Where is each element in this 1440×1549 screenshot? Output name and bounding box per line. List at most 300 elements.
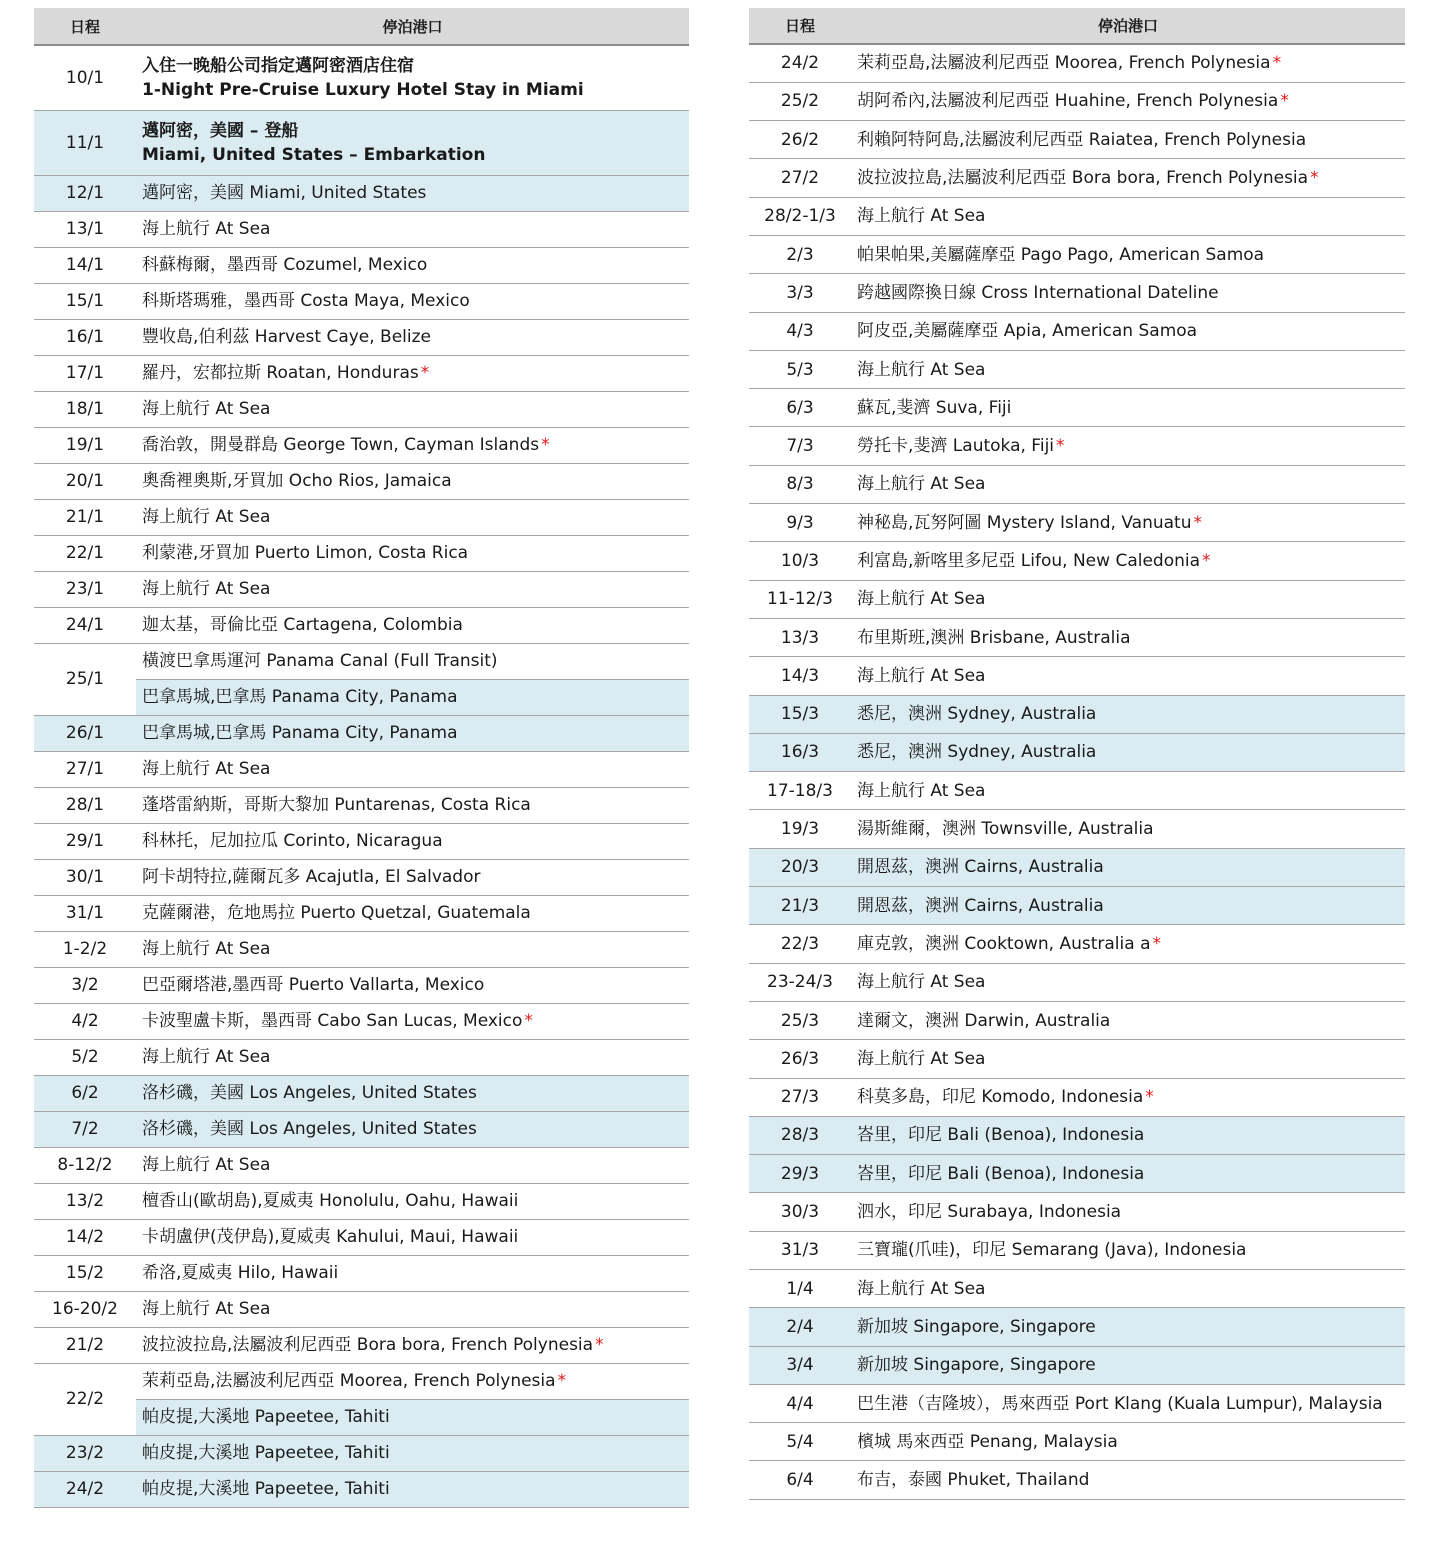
port-name: 茉莉亞島,法屬波利尼西亞 Moorea, French Polynesia bbox=[857, 53, 1271, 74]
port-cell bbox=[851, 963, 1405, 1001]
port-cell bbox=[136, 283, 689, 319]
date-cell: 23/1 bbox=[34, 571, 136, 607]
highlight-star-marker: * bbox=[595, 1335, 604, 1355]
date-cell: 18/1 bbox=[34, 391, 136, 427]
port-name: 利富島,新喀里多尼亞 Lifou, New Caledonia bbox=[857, 551, 1201, 571]
highlight-star-marker: * bbox=[1193, 512, 1202, 533]
port-cell bbox=[136, 931, 689, 967]
port-cell bbox=[851, 1116, 1405, 1154]
port-name: 帕皮提,大溪地 Papeetee, Tahiti bbox=[142, 1407, 390, 1427]
port-name: 海上航行 At Sea bbox=[142, 219, 271, 239]
port-cell bbox=[136, 535, 689, 571]
itinerary-row bbox=[749, 1155, 1405, 1193]
port-name-english: Miami, United States – Embarkation bbox=[142, 144, 486, 165]
port-name: 布吉，泰國 Phuket, Thailand bbox=[857, 1470, 1090, 1491]
itinerary-row bbox=[34, 967, 689, 1003]
highlight-star-marker: * bbox=[420, 363, 430, 383]
itinerary-row bbox=[749, 810, 1405, 848]
port-cell bbox=[136, 751, 689, 787]
itinerary-row bbox=[34, 1219, 689, 1255]
date-cell: 5/3 bbox=[749, 350, 851, 388]
itinerary-row bbox=[749, 772, 1405, 810]
date-cell: 16/3 bbox=[749, 733, 851, 771]
date-cell: 11-12/3 bbox=[749, 580, 851, 618]
port-cell bbox=[136, 391, 689, 427]
itinerary-row bbox=[34, 427, 689, 463]
port-name: 帕皮提,大溪地 Papeetee, Tahiti bbox=[142, 1443, 390, 1463]
port-name: 胡阿希內,法屬波利尼西亞 Huahine, French Polynesia bbox=[857, 91, 1279, 112]
date-cell: 23-24/3 bbox=[749, 963, 851, 1001]
port-cell bbox=[851, 465, 1405, 503]
port-cell bbox=[851, 1270, 1405, 1308]
table-header-row bbox=[34, 8, 689, 45]
port-name: 科蘇梅爾，墨西哥 Cozumel, Mexico bbox=[142, 255, 428, 275]
port-name: 巴拿馬城,巴拿馬 Panama City, Panama bbox=[142, 687, 458, 707]
port-cell bbox=[851, 504, 1405, 542]
date-cell: 1/4 bbox=[749, 1270, 851, 1308]
date-cell: 24/2 bbox=[34, 1471, 136, 1507]
port-name: 茉莉亞島,法屬波利尼西亞 Moorea, French Polynesia bbox=[142, 1371, 556, 1391]
port-name: 巴亞爾塔港,墨西哥 Puerto Vallarta, Mexico bbox=[142, 975, 485, 995]
itinerary-row bbox=[34, 1327, 689, 1363]
date-cell: 27/3 bbox=[749, 1078, 851, 1116]
port-name: 海上航行 At Sea bbox=[142, 939, 271, 959]
itinerary-row bbox=[34, 319, 689, 355]
port-cell bbox=[136, 355, 689, 391]
itinerary-row bbox=[34, 823, 689, 859]
port-cell bbox=[851, 159, 1405, 197]
date-cell: 15/3 bbox=[749, 695, 851, 733]
port-name: 巴拿馬城,巴拿馬 Panama City, Panama bbox=[142, 723, 458, 743]
itinerary-row bbox=[749, 350, 1405, 388]
date-cell: 15/2 bbox=[34, 1255, 136, 1291]
port-cell bbox=[851, 121, 1405, 159]
port-cell bbox=[851, 695, 1405, 733]
port-cell bbox=[136, 175, 689, 211]
itinerary-row bbox=[34, 715, 689, 751]
itinerary-row bbox=[34, 1363, 689, 1399]
date-cell: 25/1 bbox=[34, 643, 136, 715]
port-cell bbox=[851, 1040, 1405, 1078]
itinerary-row bbox=[749, 1423, 1405, 1461]
port-name: 海上航行 At Sea bbox=[142, 399, 271, 419]
itinerary-row bbox=[34, 211, 689, 247]
port-cell bbox=[851, 312, 1405, 350]
highlight-star-marker: * bbox=[1202, 551, 1211, 571]
highlight-star-marker: * bbox=[1310, 168, 1319, 189]
itinerary-row bbox=[34, 1183, 689, 1219]
itinerary-row bbox=[34, 535, 689, 571]
itinerary-row bbox=[34, 247, 689, 283]
itinerary-row bbox=[749, 618, 1405, 656]
itinerary-row bbox=[749, 504, 1405, 542]
port-cell bbox=[136, 859, 689, 895]
port-cell bbox=[136, 1363, 689, 1399]
itinerary-row bbox=[34, 1111, 689, 1147]
port-name: 科斯塔瑪雅，墨西哥 Costa Maya, Mexico bbox=[142, 291, 470, 311]
itinerary-row bbox=[749, 925, 1405, 963]
date-cell: 6/2 bbox=[34, 1075, 136, 1111]
date-cell: 6/3 bbox=[749, 389, 851, 427]
highlight-star-marker: * bbox=[1272, 53, 1282, 74]
port-cell bbox=[136, 895, 689, 931]
port-name: 海上航行 At Sea bbox=[857, 665, 986, 686]
itinerary-row bbox=[749, 82, 1405, 120]
port-cell bbox=[851, 1461, 1405, 1499]
port-cell bbox=[851, 82, 1405, 120]
port-name: 勞托卡,斐濟 Lautoka, Fiji bbox=[857, 436, 1055, 457]
port-name: 峇里，印尼 Bali (Benoa), Indonesia bbox=[857, 1163, 1145, 1184]
itinerary-row bbox=[749, 580, 1405, 618]
date-cell: 26/3 bbox=[749, 1040, 851, 1078]
itinerary-row bbox=[749, 1193, 1405, 1231]
port-name: 海上航行 At Sea bbox=[857, 1048, 986, 1069]
port-name: 海上航行 At Sea bbox=[142, 1155, 271, 1175]
itinerary-row bbox=[34, 1075, 689, 1111]
port-name: 蓬塔雷納斯，哥斯大黎加 Puntarenas, Costa Rica bbox=[142, 795, 531, 815]
date-cell: 14/2 bbox=[34, 1219, 136, 1255]
port-cell bbox=[136, 1219, 689, 1255]
port-cell bbox=[851, 1384, 1405, 1422]
port-cell bbox=[136, 607, 689, 643]
itinerary-row bbox=[749, 963, 1405, 1001]
port-name: 海上航行 At Sea bbox=[142, 1299, 271, 1319]
highlight-star-marker: * bbox=[1056, 436, 1065, 457]
date-cell: 25/3 bbox=[749, 1001, 851, 1039]
date-cell: 28/2-1/3 bbox=[749, 197, 851, 235]
itinerary-table-right bbox=[749, 8, 1405, 1500]
port-name: 海上航行 At Sea bbox=[142, 507, 271, 527]
port-name: 洛杉磯，美國 Los Angeles, United States bbox=[142, 1083, 477, 1103]
date-column-header: 日程 bbox=[34, 8, 136, 45]
date-cell: 12/1 bbox=[34, 175, 136, 211]
port-name: 海上航行 At Sea bbox=[142, 579, 271, 599]
itinerary-row bbox=[749, 1231, 1405, 1269]
date-cell: 13/3 bbox=[749, 618, 851, 656]
itinerary-row bbox=[749, 1001, 1405, 1039]
date-cell: 31/1 bbox=[34, 895, 136, 931]
itinerary-row bbox=[749, 389, 1405, 427]
port-cell bbox=[136, 247, 689, 283]
port-name: 波拉波拉島,法屬波利尼西亞 Bora bora, French Polynesia bbox=[857, 168, 1309, 189]
port-name: 湯斯維爾，澳洲 Townsville, Australia bbox=[857, 819, 1154, 840]
port-name: 海上航行 At Sea bbox=[857, 1278, 986, 1299]
itinerary-row bbox=[34, 463, 689, 499]
port-cell bbox=[851, 1346, 1405, 1384]
date-cell: 22/1 bbox=[34, 535, 136, 571]
date-cell: 11/1 bbox=[34, 110, 136, 175]
date-cell: 24/1 bbox=[34, 607, 136, 643]
itinerary-row bbox=[749, 44, 1405, 82]
date-cell: 7/3 bbox=[749, 427, 851, 465]
itinerary-row bbox=[749, 1040, 1405, 1078]
port-name: 科林托，尼加拉瓜 Corinto, Nicaragua bbox=[142, 831, 443, 851]
port-name: 卡胡盧伊(茂伊島),夏威夷 Kahului, Maui, Hawaii bbox=[142, 1227, 519, 1247]
port-name: 帕皮提,大溪地 Papeetee, Tahiti bbox=[142, 1479, 390, 1499]
date-cell: 27/1 bbox=[34, 751, 136, 787]
date-cell: 20/1 bbox=[34, 463, 136, 499]
port-cell bbox=[851, 350, 1405, 388]
port-cell bbox=[136, 967, 689, 1003]
port-cell bbox=[136, 1471, 689, 1507]
itinerary-row bbox=[749, 733, 1405, 771]
port-cell bbox=[136, 787, 689, 823]
date-cell: 21/3 bbox=[749, 887, 851, 925]
date-cell: 30/1 bbox=[34, 859, 136, 895]
port-cell bbox=[136, 1111, 689, 1147]
port-name: 新加坡 Singapore, Singapore bbox=[857, 1355, 1096, 1376]
highlight-star-marker: * bbox=[1152, 933, 1161, 954]
date-cell: 10/1 bbox=[34, 45, 136, 110]
port-cell bbox=[851, 657, 1405, 695]
port-name: 橫渡巴拿馬運河 Panama Canal (Full Transit) bbox=[142, 651, 498, 671]
date-cell: 21/1 bbox=[34, 499, 136, 535]
port-name: 峇里，印尼 Bali (Benoa), Indonesia bbox=[857, 1125, 1145, 1146]
port-cell bbox=[851, 1308, 1405, 1346]
itinerary-row bbox=[34, 1435, 689, 1471]
date-cell: 2/4 bbox=[749, 1308, 851, 1346]
port-name: 跨越國際換日線 Cross International Dateline bbox=[857, 282, 1219, 303]
port-name-english: 1-Night Pre-Cruise Luxury Hotel Stay in Miami bbox=[142, 79, 584, 100]
port-name: 帕果帕果,美屬薩摩亞 Pago Pago, American Samoa bbox=[857, 244, 1265, 265]
date-cell: 3/2 bbox=[34, 967, 136, 1003]
itinerary-row bbox=[749, 887, 1405, 925]
port-cell bbox=[851, 197, 1405, 235]
itinerary-row bbox=[749, 197, 1405, 235]
port-cell bbox=[851, 235, 1405, 273]
port-cell bbox=[851, 848, 1405, 886]
port-cell bbox=[851, 580, 1405, 618]
port-name: 海上航行 At Sea bbox=[142, 759, 271, 779]
itinerary-row bbox=[749, 427, 1405, 465]
date-cell: 27/2 bbox=[749, 159, 851, 197]
itinerary-row bbox=[34, 607, 689, 643]
itinerary-row bbox=[749, 542, 1405, 580]
date-column-header: 日程 bbox=[749, 8, 851, 44]
port-cell bbox=[136, 1255, 689, 1291]
port-cell bbox=[136, 1075, 689, 1111]
itinerary-row bbox=[749, 1384, 1405, 1422]
port-name: 阿卡胡特拉,薩爾瓦多 Acajutla, El Salvador bbox=[142, 867, 481, 887]
itinerary-row bbox=[34, 643, 689, 679]
port-cell bbox=[136, 45, 689, 110]
port-cell bbox=[136, 1147, 689, 1183]
itinerary-row bbox=[34, 1255, 689, 1291]
itinerary-row bbox=[749, 1116, 1405, 1154]
itinerary-row bbox=[749, 695, 1405, 733]
date-cell: 20/3 bbox=[749, 848, 851, 886]
itinerary-row bbox=[749, 1346, 1405, 1384]
port-cell bbox=[136, 463, 689, 499]
highlight-star-marker: * bbox=[541, 435, 550, 455]
port-cell bbox=[136, 110, 689, 175]
date-cell: 26/2 bbox=[749, 121, 851, 159]
port-cell bbox=[136, 1399, 689, 1435]
port-name: 檀香山(歐胡島),夏威夷 Honolulu, Oahu, Hawaii bbox=[142, 1191, 519, 1211]
date-cell: 13/2 bbox=[34, 1183, 136, 1219]
port-cell bbox=[851, 427, 1405, 465]
port-cell bbox=[851, 1001, 1405, 1039]
itinerary-row bbox=[34, 175, 689, 211]
date-cell: 22/3 bbox=[749, 925, 851, 963]
date-cell: 7/2 bbox=[34, 1111, 136, 1147]
port-cell bbox=[851, 1155, 1405, 1193]
itinerary-row bbox=[749, 274, 1405, 312]
port-name: 海上航行 At Sea bbox=[857, 206, 986, 227]
date-cell: 4/3 bbox=[749, 312, 851, 350]
itinerary-row bbox=[34, 355, 689, 391]
port-cell bbox=[136, 1327, 689, 1363]
itinerary-row bbox=[749, 312, 1405, 350]
port-name: 豐收島,伯利茲 Harvest Caye, Belize bbox=[142, 327, 432, 347]
port-name: 波拉波拉島,法屬波利尼西亞 Bora bora, French Polynesia bbox=[142, 1335, 594, 1355]
itinerary-row bbox=[749, 1461, 1405, 1499]
date-cell: 17/1 bbox=[34, 355, 136, 391]
date-cell: 31/3 bbox=[749, 1231, 851, 1269]
port-name: 迦太基，哥倫比亞 Cartagena, Colombia bbox=[142, 615, 463, 635]
port-cell bbox=[136, 643, 689, 679]
port-name: 檳城 馬來西亞 Penang, Malaysia bbox=[857, 1431, 1118, 1452]
date-cell: 28/1 bbox=[34, 787, 136, 823]
port-cell bbox=[851, 733, 1405, 771]
port-cell bbox=[136, 1003, 689, 1039]
port-cell bbox=[136, 211, 689, 247]
date-cell: 2/3 bbox=[749, 235, 851, 273]
port-name: 泗水，印尼 Surabaya, Indonesia bbox=[857, 1202, 1122, 1223]
itinerary-row bbox=[34, 391, 689, 427]
port-cell bbox=[136, 715, 689, 751]
itinerary-row bbox=[749, 465, 1405, 503]
date-cell: 22/2 bbox=[34, 1363, 136, 1435]
port-name: 利賴阿特阿島,法屬波利尼西亞 Raiatea, French Polynesia bbox=[857, 129, 1307, 150]
port-name: 希洛,夏威夷 Hilo, Hawaii bbox=[142, 1263, 339, 1283]
port-cell bbox=[136, 319, 689, 355]
port-name: 利蒙港,牙買加 Puerto Limon, Costa Rica bbox=[142, 543, 469, 563]
port-name: 海上航行 At Sea bbox=[857, 589, 986, 610]
port-name: 開恩茲，澳洲 Cairns, Australia bbox=[857, 895, 1104, 916]
port-cell bbox=[136, 679, 689, 715]
port-name: 三寶瓏(爪哇)，印尼 Semarang (Java), Indonesia bbox=[857, 1240, 1247, 1261]
date-cell: 24/2 bbox=[749, 44, 851, 82]
date-cell: 19/3 bbox=[749, 810, 851, 848]
port-name: 海上航行 At Sea bbox=[857, 780, 986, 801]
port-cell bbox=[136, 571, 689, 607]
itinerary-row bbox=[34, 1291, 689, 1327]
itinerary-row bbox=[34, 1147, 689, 1183]
date-cell: 14/1 bbox=[34, 247, 136, 283]
port-name: 海上航行 At Sea bbox=[142, 1047, 271, 1067]
date-cell: 3/3 bbox=[749, 274, 851, 312]
date-cell: 10/3 bbox=[749, 542, 851, 580]
itinerary-row bbox=[34, 110, 689, 175]
highlight-star-marker: * bbox=[1145, 1087, 1154, 1108]
port-name: 達爾文，澳洲 Darwin, Australia bbox=[857, 1010, 1111, 1031]
itinerary-row bbox=[34, 571, 689, 607]
port-name: 新加坡 Singapore, Singapore bbox=[857, 1316, 1096, 1337]
port-cell bbox=[851, 1193, 1405, 1231]
date-cell: 8-12/2 bbox=[34, 1147, 136, 1183]
itinerary-row bbox=[34, 931, 689, 967]
port-name: 羅丹，宏都拉斯 Roatan, Honduras bbox=[142, 363, 419, 383]
port-cell bbox=[136, 823, 689, 859]
port-cell bbox=[136, 427, 689, 463]
port-cell bbox=[851, 1078, 1405, 1116]
itinerary-row bbox=[749, 1308, 1405, 1346]
date-cell: 23/2 bbox=[34, 1435, 136, 1471]
date-cell: 8/3 bbox=[749, 465, 851, 503]
itinerary-table-left bbox=[34, 8, 689, 1508]
date-cell: 30/3 bbox=[749, 1193, 851, 1231]
itinerary-row bbox=[749, 235, 1405, 273]
port-cell bbox=[851, 925, 1405, 963]
port-name: 卡波聖盧卡斯，墨西哥 Cabo San Lucas, Mexico bbox=[142, 1011, 523, 1031]
port-name: 洛杉磯，美國 Los Angeles, United States bbox=[142, 1119, 477, 1139]
port-cell bbox=[136, 499, 689, 535]
port-name: 布里斯班,澳洲 Brisbane, Australia bbox=[857, 627, 1131, 648]
port-cell bbox=[851, 542, 1405, 580]
port-name: 科莫多島，印尼 Komodo, Indonesia bbox=[857, 1087, 1144, 1108]
port-cell bbox=[851, 389, 1405, 427]
port-cell bbox=[851, 810, 1405, 848]
port-cell bbox=[851, 1423, 1405, 1461]
port-name: 邁阿密，美國 Miami, United States bbox=[142, 183, 427, 203]
itinerary-row bbox=[749, 121, 1405, 159]
date-cell: 15/1 bbox=[34, 283, 136, 319]
port-cell bbox=[136, 1291, 689, 1327]
itinerary-row bbox=[34, 859, 689, 895]
port-cell bbox=[136, 1183, 689, 1219]
itinerary-row bbox=[749, 657, 1405, 695]
date-cell: 17-18/3 bbox=[749, 772, 851, 810]
port-name: 喬治敦，開曼群島 George Town, Cayman Islands bbox=[142, 435, 540, 455]
highlight-star-marker: * bbox=[1280, 91, 1289, 112]
itinerary-row bbox=[34, 1003, 689, 1039]
port-cell bbox=[851, 887, 1405, 925]
highlight-star-marker: * bbox=[557, 1371, 567, 1391]
date-cell: 19/1 bbox=[34, 427, 136, 463]
port-cell bbox=[136, 1039, 689, 1075]
itinerary-row bbox=[749, 1270, 1405, 1308]
port-name: 海上航行 At Sea bbox=[857, 474, 986, 495]
itinerary-row bbox=[34, 1471, 689, 1507]
port-name: 入住一晚船公司指定邁阿密酒店住宿 bbox=[142, 55, 414, 76]
date-cell: 5/4 bbox=[749, 1423, 851, 1461]
date-cell: 4/4 bbox=[749, 1384, 851, 1422]
date-cell: 16/1 bbox=[34, 319, 136, 355]
itinerary-row bbox=[34, 751, 689, 787]
date-cell: 26/1 bbox=[34, 715, 136, 751]
date-cell: 29/1 bbox=[34, 823, 136, 859]
port-name: 奧喬裡奧斯,牙買加 Ocho Rios, Jamaica bbox=[142, 471, 452, 491]
port-name: 悉尼，澳洲 Sydney, Australia bbox=[857, 742, 1097, 763]
port-name: 庫克敦，澳洲 Cooktown, Australia a bbox=[857, 933, 1151, 954]
highlight-star-marker: * bbox=[524, 1011, 533, 1031]
date-cell: 6/4 bbox=[749, 1461, 851, 1499]
itinerary-row bbox=[749, 848, 1405, 886]
date-cell: 5/2 bbox=[34, 1039, 136, 1075]
port-name: 海上航行 At Sea bbox=[857, 359, 986, 380]
itinerary-row bbox=[749, 159, 1405, 197]
itinerary-row bbox=[34, 283, 689, 319]
port-name: 神秘島,瓦努阿圖 Mystery Island, Vanuatu bbox=[857, 512, 1192, 533]
itinerary-row bbox=[34, 499, 689, 535]
date-cell: 29/3 bbox=[749, 1155, 851, 1193]
itinerary-row bbox=[34, 895, 689, 931]
date-cell: 16-20/2 bbox=[34, 1291, 136, 1327]
date-cell: 9/3 bbox=[749, 504, 851, 542]
port-cell bbox=[851, 618, 1405, 656]
date-cell: 28/3 bbox=[749, 1116, 851, 1154]
